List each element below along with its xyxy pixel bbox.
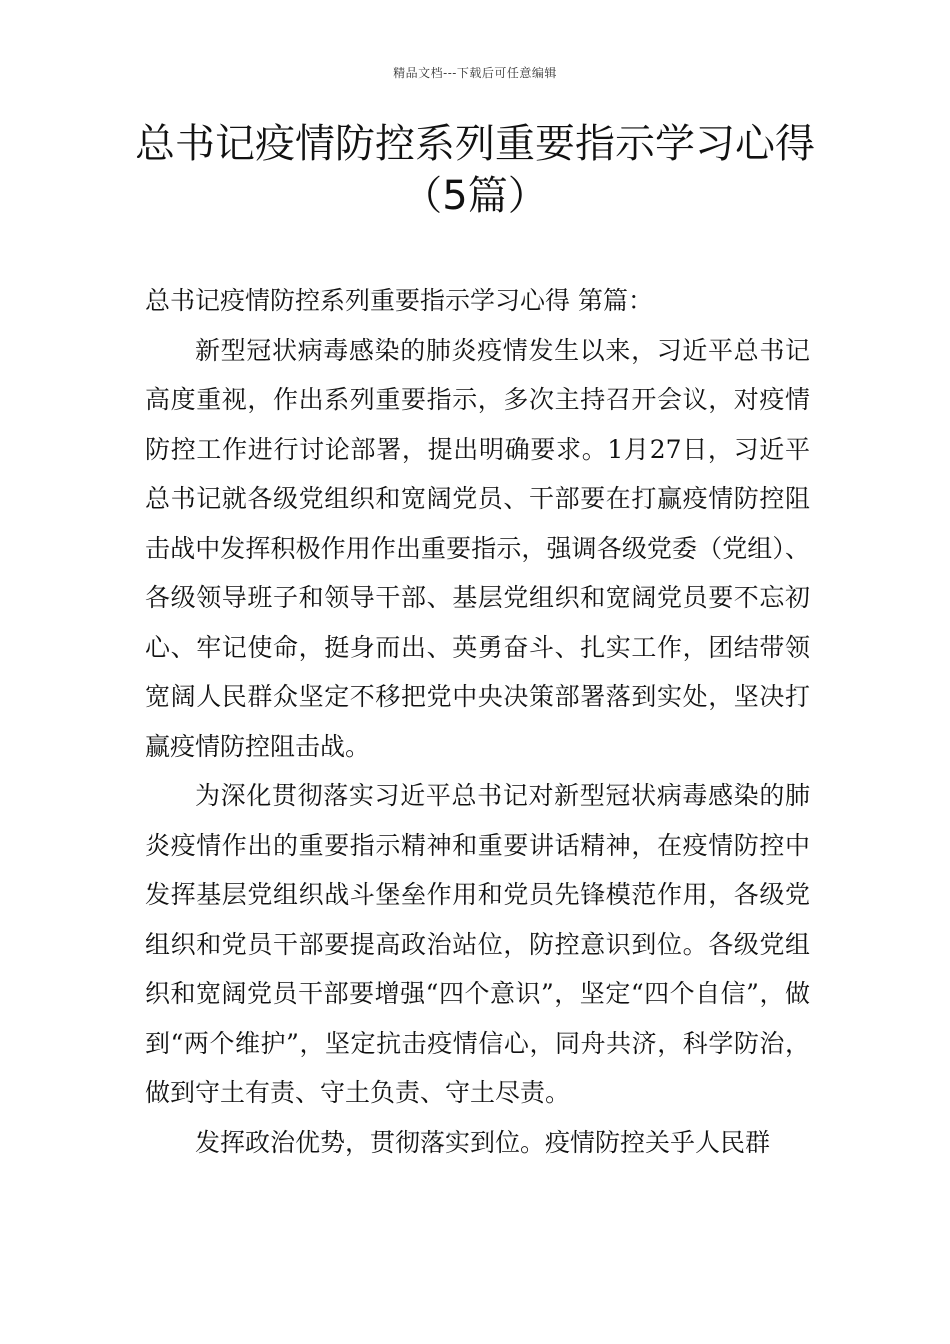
- document-title-line-1: 总书记疫情防控系列重要指示学习心得: [135, 121, 815, 167]
- document-body: [145, 276, 810, 1167]
- document-title: [60, 118, 890, 222]
- document-title-line-2: （5篇）: [402, 173, 548, 219]
- body-paragraph-2: 为深化贯彻落实习近平总书记对新型冠状病毒感染的肺炎疫情作出的重要指示精神和重要讲话精神，在疫情防控中发挥基层党组织战斗堡垒作用和党员先锋模范作用，各级党组织和党员干部要提高政治站位，防控意识到位。各级党组织和宽阔党员干部要增强“四个意识”，坚定“四个自信”，做到“两个维护”，坚定抗击疫情信心，同舟共济，科学防治，做到守土有责、守土负责、守土尽责。: [145, 781, 810, 1107]
- section-heading: 总书记疫情防控系列重要指示学习心得 第篇：: [145, 286, 653, 315]
- body-paragraph-3: 发挥政治优势，贯彻落实到位。疫情防控关乎人民群: [195, 1127, 771, 1157]
- page-header-note: 精品文档---下载后可任意编辑: [393, 66, 557, 80]
- body-paragraph-1: 新型冠状病毒感染的肺炎疫情发生以来，习近平总书记高度重视，作出系列重要指示，多次主持召开会议，对疫情防控工作进行讨论部署，提出明确要求。1月27日，习近平总书记就各级党组织和宽阔党员、干部要在打赢疫情防控阻击战中发挥积极作用作出重要指示，强调各级党委（党组）、各级领导班子和领导干部、基层党组织和宽阔党员要不忘初心、牢记使命，挺身而出、英勇奋斗、扎实工作，团结带领宽阔人民群众坚定不移把党中央决策部署落到实处，坚决打赢疫情防控阻击战。: [145, 335, 810, 761]
